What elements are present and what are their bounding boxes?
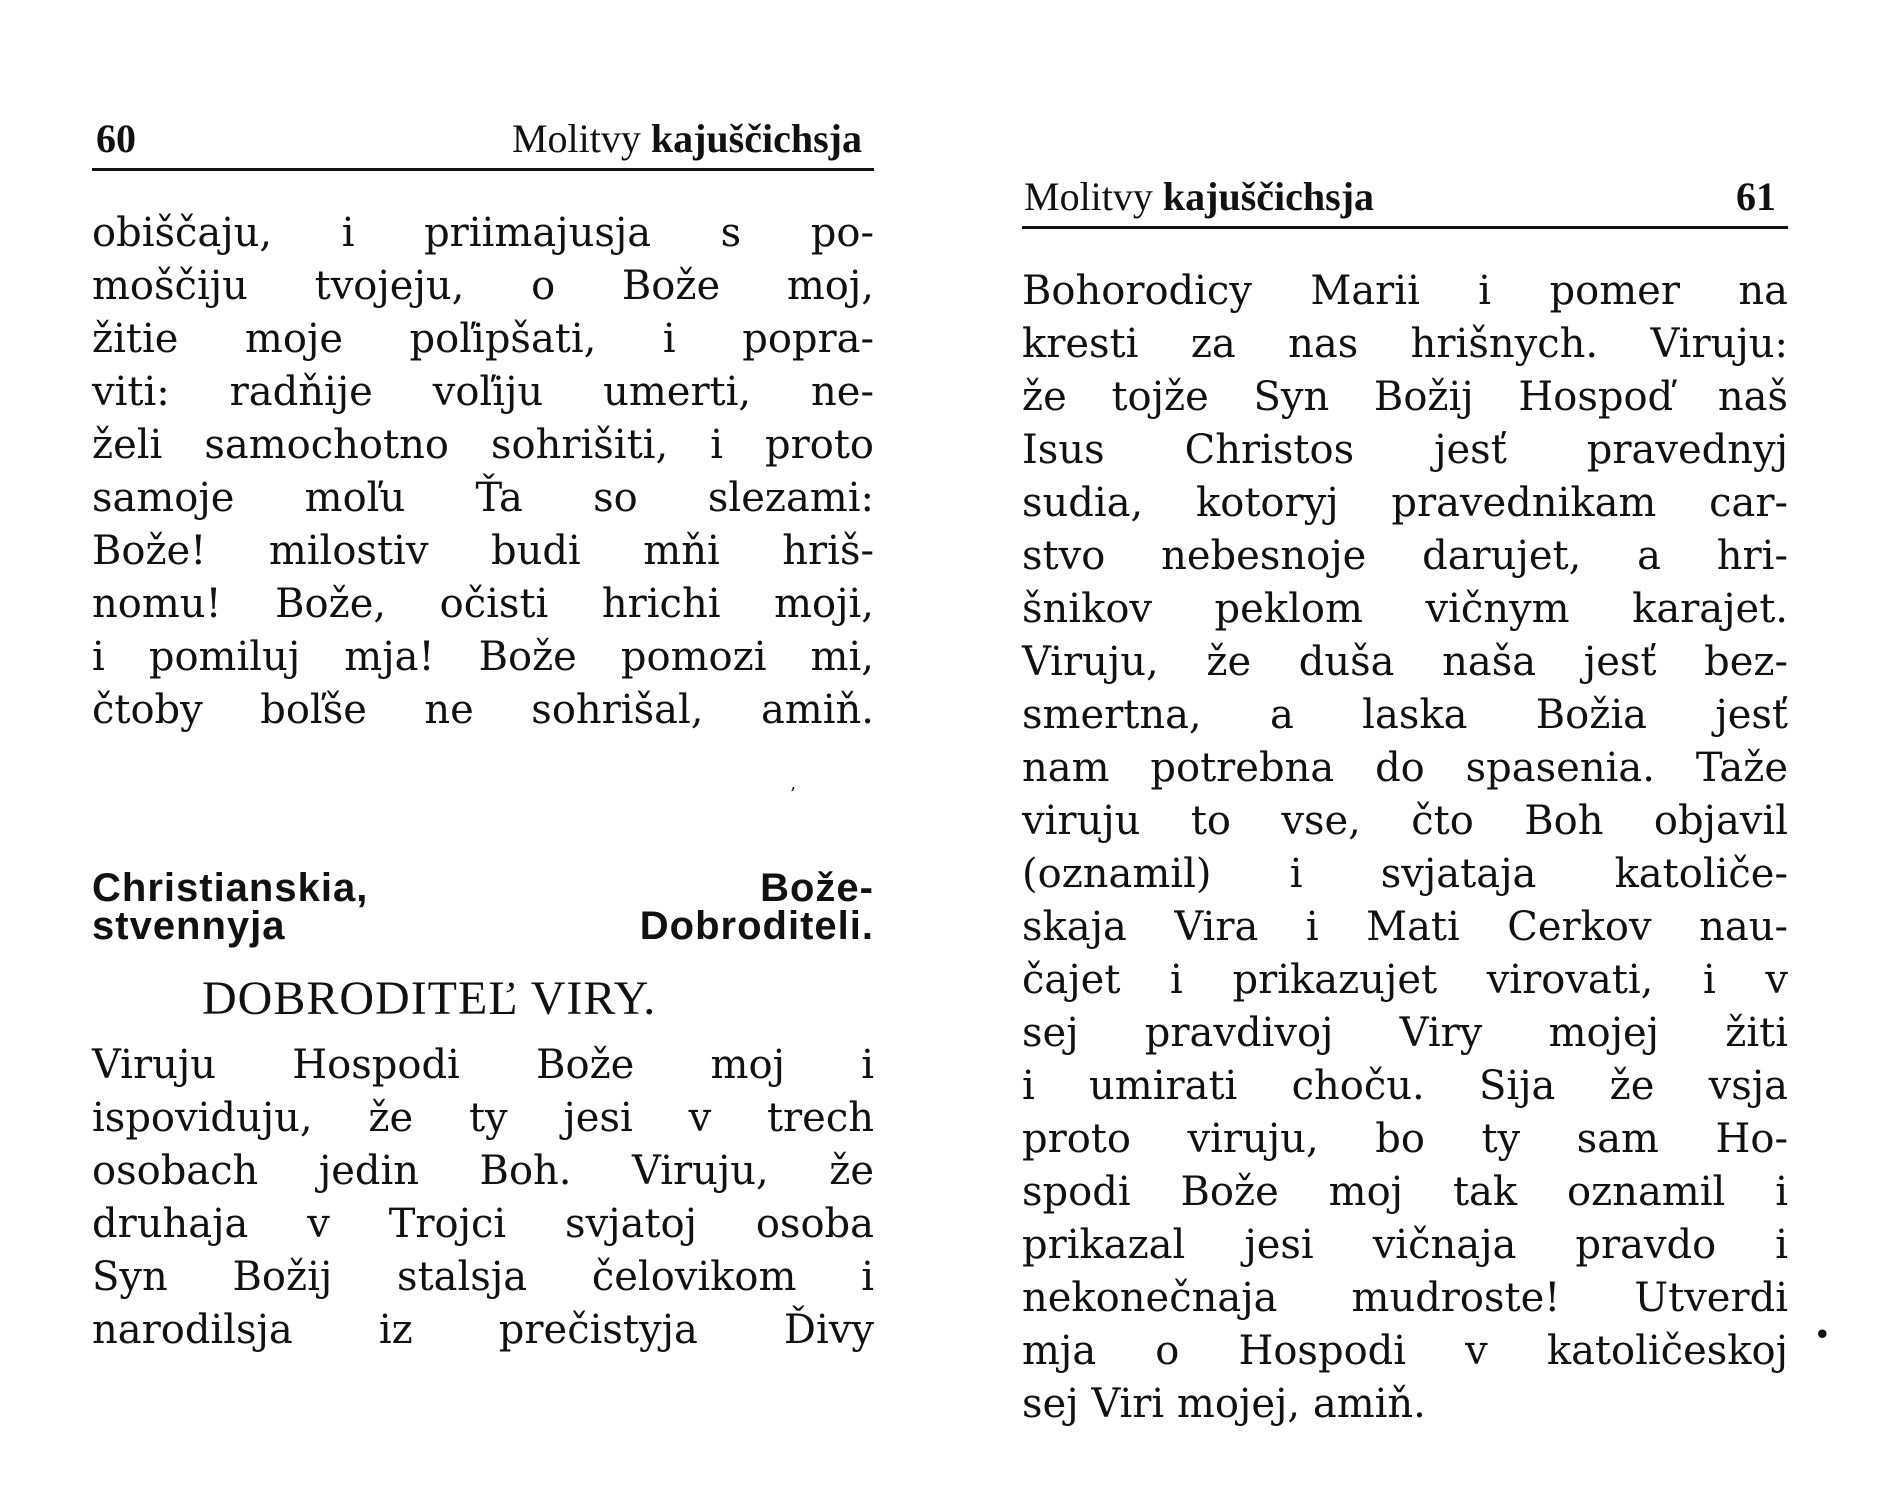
text-line: šnikov peklom vičnym karajet. (1022, 586, 1788, 632)
text-line: skaja Vira i Mati Cerkov nau- (1022, 904, 1788, 950)
text-line: nomu! Bože, očisti hrichi moji, (92, 581, 874, 627)
text-line: narodilsja iz prečistyja Ďivy (92, 1307, 874, 1353)
text-line: osobach jedin Boh. Viruju, že (92, 1148, 874, 1194)
text-line: čajet i prikazujet virovati, i v (1022, 957, 1788, 1003)
text-line: Syn Božij stalsja čelovikom i (92, 1254, 874, 1300)
right-page (1022, 168, 1788, 1431)
stray-mark-tick: ’ (790, 784, 796, 805)
text-line: Isus Christos jesť pravednyj (1022, 427, 1788, 473)
left-running-title-plain: Molitvy (511, 116, 651, 161)
left-running-title (512, 110, 862, 168)
text-line: mja o Hospodi v katoličeskoj (1022, 1328, 1788, 1374)
text-line: (oznamil) i svjataja katoliče- (1022, 851, 1788, 897)
text-line: čtoby boľše ne sohrišal, amiň. (92, 687, 874, 733)
text-line: nam potrebna do spasenia. Taže (1022, 745, 1788, 791)
left-page (92, 110, 874, 1357)
subheading: DOBRODITEĽ VIRY. (202, 972, 657, 1025)
text-line: žitie moje poľipšati, i popra- (92, 316, 874, 362)
text-line: i pomiluj mja! Bože pomozi mi, (92, 634, 874, 680)
text-line: prikazal jesi vičnaja pravdo i (1022, 1222, 1788, 1268)
text-line: obiščaju, i priimajusja s po- (92, 210, 874, 256)
section-title-line: stvennyja Dobroditeli. (92, 904, 874, 948)
right-running-title (1024, 168, 1374, 226)
text-line: sudia, kotoryj pravednikam car- (1022, 480, 1788, 526)
text-line: ispoviduju, že ty jesi v trech (92, 1095, 874, 1141)
stray-mark-dot: • (1814, 1320, 1830, 1349)
left-body-paragraph (92, 207, 874, 737)
text-line: kresti za nas hrišnych. Viruju: (1022, 321, 1788, 367)
text-line: sej Viri mojej, amiň. (1022, 1381, 1426, 1427)
left-section-paragraph (92, 1039, 874, 1357)
section-title-line: Christianskia, Bože- (92, 866, 874, 910)
text-line: proto viruju, bo ty sam Ho- (1022, 1116, 1788, 1162)
left-running-head (92, 110, 874, 171)
text-line: želi samochotno sohrišiti, i proto (92, 422, 874, 468)
left-page-number: 60 (96, 116, 136, 161)
text-line: Bohorodicy Marii i pomer na (1022, 268, 1788, 314)
right-running-head (1022, 168, 1788, 229)
text-line: moščiju tvojeju, o Bože moj, (92, 263, 874, 309)
right-page-number: 61 (1736, 174, 1776, 219)
text-line: spodi Bože moj tak oznamil i (1022, 1169, 1788, 1215)
text-line: sej pravdivoj Viry mojej žiti (1022, 1010, 1788, 1056)
text-line: samoje moľu Ťa so slezami: (92, 475, 874, 521)
text-line: smertna, a laska Božia jesť (1022, 692, 1788, 738)
text-line: viti: radňije voľiju umerti, ne- (92, 369, 874, 415)
text-line: Bože! milostiv budi mňi hriš- (92, 528, 874, 574)
left-running-title-bold: kajuščichsja (650, 116, 862, 161)
text-line: Viruju Hospodi Bože moj i (92, 1042, 874, 1088)
right-running-title-bold: kajuščichsja (1162, 174, 1375, 219)
right-running-title-plain: Molitvy (1024, 174, 1163, 219)
text-line: že tojže Syn Božij Hospoď naš (1022, 374, 1788, 420)
text-line: druhaja v Trojci svjatoj osoba (92, 1201, 874, 1247)
text-line: viruju to vse, čto Boh objavil (1022, 798, 1788, 844)
text-line: Viruju, že duša naša jesť bez- (1022, 639, 1788, 685)
text-line: stvo nebesnoje darujet, a hri- (1022, 533, 1788, 579)
section-title (92, 866, 874, 948)
text-line: nekonečnaja mudroste! Utverdi (1022, 1275, 1788, 1321)
right-body-paragraph (1022, 265, 1788, 1431)
text-line: i umirati choču. Sija že vsja (1022, 1063, 1788, 1109)
